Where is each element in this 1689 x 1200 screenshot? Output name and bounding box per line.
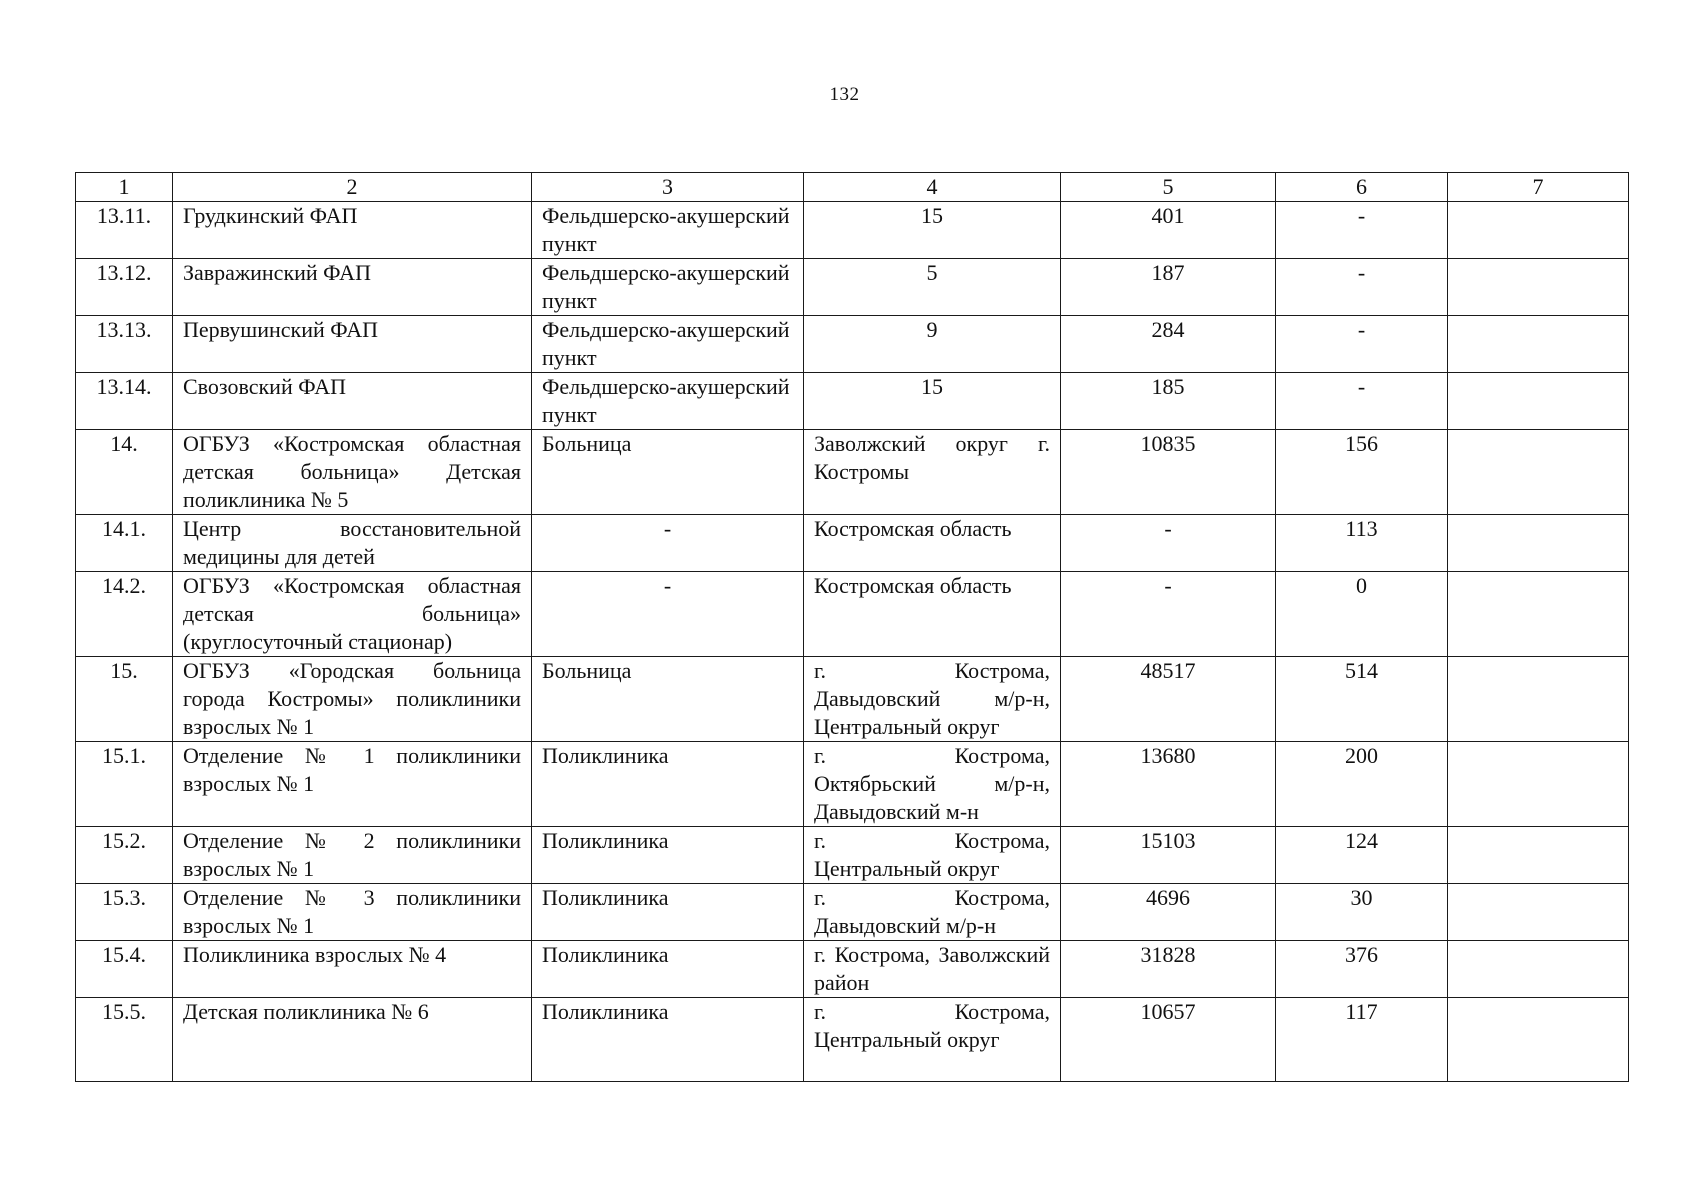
column-6-value: 514 xyxy=(1276,657,1448,742)
table-row xyxy=(76,827,1629,884)
column-7-value xyxy=(1448,515,1629,572)
table-row xyxy=(76,884,1629,941)
column-7-value xyxy=(1448,884,1629,941)
table-row xyxy=(76,202,1629,259)
column-5-value: - xyxy=(1061,515,1276,572)
column-5-value: 48517 xyxy=(1061,657,1276,742)
column-5-value: 15103 xyxy=(1061,827,1276,884)
column-5-value: 401 xyxy=(1061,202,1276,259)
column-7-value xyxy=(1448,316,1629,373)
facility-name: Детская поликлиника № 6 xyxy=(173,998,532,1082)
service-area: Костромская область xyxy=(804,515,1061,572)
table-row xyxy=(76,259,1629,316)
facility-name: Грудкинский ФАП xyxy=(173,202,532,259)
column-6-value: - xyxy=(1276,316,1448,373)
row-number: 14.2. xyxy=(76,572,173,657)
column-7-value xyxy=(1448,572,1629,657)
facility-type: Поликлиника xyxy=(532,884,804,941)
column-7-value xyxy=(1448,657,1629,742)
table-row xyxy=(76,657,1629,742)
column-header: 7 xyxy=(1448,173,1629,202)
facility-name: ОГБУЗ «Городская больница города Костромы» поликлиники взрослых № 1 xyxy=(173,657,532,742)
column-5-value: 187 xyxy=(1061,259,1276,316)
facility-name: Отделение № 2 поликлиники взрослых № 1 xyxy=(173,827,532,884)
column-7-value xyxy=(1448,998,1629,1082)
facility-type: Фельдшерско-акушерский пункт xyxy=(532,202,804,259)
row-number: 15.1. xyxy=(76,742,173,827)
service-area: Заволжский округ г. Костромы xyxy=(804,430,1061,515)
facility-name: Отделение № 1 поликлиники взрослых № 1 xyxy=(173,742,532,827)
facility-name: ОГБУЗ «Костромская областная детская больница» Детская поликлиника № 5 xyxy=(173,430,532,515)
column-6-value: 156 xyxy=(1276,430,1448,515)
row-number: 15.4. xyxy=(76,941,173,998)
facilities-table xyxy=(75,172,1629,1082)
column-7-value xyxy=(1448,742,1629,827)
row-number: 13.12. xyxy=(76,259,173,316)
facility-type: Фельдшерско-акушерский пункт xyxy=(532,373,804,430)
service-area: г. Кострома, Центральный округ xyxy=(804,827,1061,884)
column-6-value: - xyxy=(1276,259,1448,316)
table-row xyxy=(76,430,1629,515)
column-5-value: 4696 xyxy=(1061,884,1276,941)
table-row xyxy=(76,373,1629,430)
column-5-value: 10657 xyxy=(1061,998,1276,1082)
row-number: 15.5. xyxy=(76,998,173,1082)
column-6-value: 124 xyxy=(1276,827,1448,884)
row-number: 15.3. xyxy=(76,884,173,941)
facility-type: Фельдшерско-акушерский пункт xyxy=(532,259,804,316)
service-area: г. Кострома, Октябрьский м/р-н, Давыдовский м-н xyxy=(804,742,1061,827)
column-header: 1 xyxy=(76,173,173,202)
column-7-value xyxy=(1448,202,1629,259)
service-area: 9 xyxy=(804,316,1061,373)
facility-type: Больница xyxy=(532,430,804,515)
row-number: 13.14. xyxy=(76,373,173,430)
page-number: 132 xyxy=(829,84,860,105)
facility-type: Фельдшерско-акушерский пункт xyxy=(532,316,804,373)
service-area: Костромская область xyxy=(804,572,1061,657)
facility-type: Поликлиника xyxy=(532,827,804,884)
row-number: 13.11. xyxy=(76,202,173,259)
column-6-value: - xyxy=(1276,373,1448,430)
table-row xyxy=(76,572,1629,657)
facility-type: - xyxy=(532,572,804,657)
column-header: 6 xyxy=(1276,173,1448,202)
column-5-value: 284 xyxy=(1061,316,1276,373)
column-5-value: - xyxy=(1061,572,1276,657)
facility-name: Первушинский ФАП xyxy=(173,316,532,373)
facility-type: Поликлиника xyxy=(532,742,804,827)
column-header: 3 xyxy=(532,173,804,202)
facility-type: Поликлиника xyxy=(532,998,804,1082)
service-area: 5 xyxy=(804,259,1061,316)
facility-name: Отделение № 3 поликлиники взрослых № 1 xyxy=(173,884,532,941)
service-area: г. Кострома, Центральный округ xyxy=(804,998,1061,1082)
row-number: 14.1. xyxy=(76,515,173,572)
column-5-value: 13680 xyxy=(1061,742,1276,827)
service-area: г. Кострома, Давыдовский м/р-н, Центральный округ xyxy=(804,657,1061,742)
column-6-value: 0 xyxy=(1276,572,1448,657)
row-number: 13.13. xyxy=(76,316,173,373)
column-6-value: 200 xyxy=(1276,742,1448,827)
column-7-value xyxy=(1448,827,1629,884)
table-row xyxy=(76,941,1629,998)
service-area: 15 xyxy=(804,373,1061,430)
row-number: 15. xyxy=(76,657,173,742)
column-5-value: 185 xyxy=(1061,373,1276,430)
facility-name: Центр восстановительной медицины для детей xyxy=(173,515,532,572)
service-area: 15 xyxy=(804,202,1061,259)
facility-name: Поликлиника взрослых № 4 xyxy=(173,941,532,998)
facility-type: Больница xyxy=(532,657,804,742)
column-7-value xyxy=(1448,373,1629,430)
service-area: г. Кострома, Давыдовский м/р-н xyxy=(804,884,1061,941)
facility-type: Поликлиника xyxy=(532,941,804,998)
table-row xyxy=(76,998,1629,1082)
column-7-value xyxy=(1448,259,1629,316)
column-5-value: 10835 xyxy=(1061,430,1276,515)
facility-name: ОГБУЗ «Костромская областная детская больница» (круглосуточный стационар) xyxy=(173,572,532,657)
table-header-row xyxy=(76,173,1629,202)
facility-name: Завражинский ФАП xyxy=(173,259,532,316)
column-header: 4 xyxy=(804,173,1061,202)
column-6-value: - xyxy=(1276,202,1448,259)
column-6-value: 117 xyxy=(1276,998,1448,1082)
column-header: 5 xyxy=(1061,173,1276,202)
facility-name: Свозовский ФАП xyxy=(173,373,532,430)
column-7-value xyxy=(1448,430,1629,515)
table-row xyxy=(76,742,1629,827)
facility-type: - xyxy=(532,515,804,572)
row-number: 15.2. xyxy=(76,827,173,884)
service-area: г. Кострома, Заволжский район xyxy=(804,941,1061,998)
column-5-value: 31828 xyxy=(1061,941,1276,998)
column-7-value xyxy=(1448,941,1629,998)
table-row xyxy=(76,515,1629,572)
table-row xyxy=(76,316,1629,373)
column-6-value: 376 xyxy=(1276,941,1448,998)
column-6-value: 30 xyxy=(1276,884,1448,941)
column-6-value: 113 xyxy=(1276,515,1448,572)
column-header: 2 xyxy=(173,173,532,202)
row-number: 14. xyxy=(76,430,173,515)
